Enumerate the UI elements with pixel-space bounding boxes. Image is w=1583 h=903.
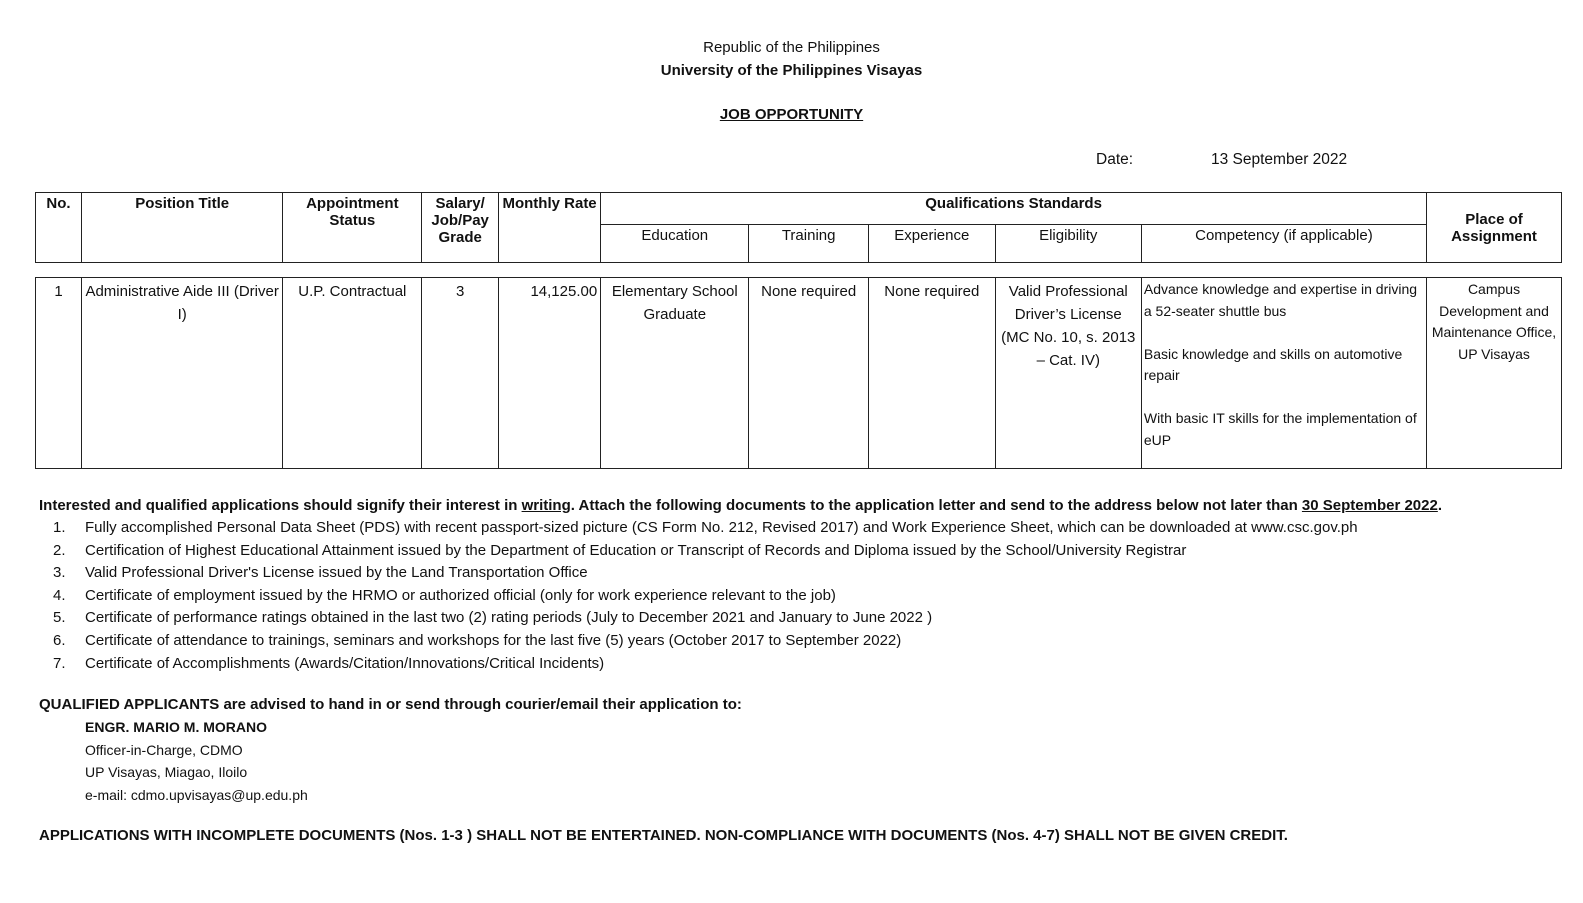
cell-position-title: Administrative Aide III (Driver I) (81, 278, 282, 469)
col-qualifications-standards: Qualifications Standards (601, 193, 1427, 225)
list-item (39, 517, 1358, 540)
item-number: 3. (53, 564, 66, 582)
contact-name: ENGR. MARIO M. MORANO (85, 719, 267, 735)
cell-no: 1 (36, 278, 82, 469)
competency-item: With basic IT skills for the implementation of eUP (1143, 410, 1417, 448)
intro-text-continued: . Attach the following documents to the application letter and send to the address below not later than (570, 497, 1302, 514)
cell-training: None required (749, 278, 869, 469)
date-label: Date: (1096, 151, 1134, 168)
cell-eligibility: Valid Professional Driver’s License (MC No. 10, s. 2013 – Cat. IV) (995, 278, 1141, 469)
col-place-of-assignment: Place of Assignment (1427, 193, 1562, 263)
item-number: 5. (53, 609, 66, 627)
republic-heading: Republic of the Philippines (703, 39, 880, 56)
col-training: Training (749, 225, 869, 263)
writing-emphasis: writing (521, 497, 571, 514)
competency-item: Basic knowledge and skills on automotive repair (1143, 345, 1403, 383)
contact-block (85, 716, 308, 806)
requirements-list (39, 517, 1358, 675)
list-item (39, 585, 1358, 608)
cell-appointment-status: U.P. Contractual (283, 278, 422, 469)
item-text: Certification of Highest Educational Attainment issued by the Department of Education or Transcript of Records and Diploma issued by the School/University Registrar (85, 541, 1187, 559)
item-text: Certificate of performance ratings obtained in the last two (2) rating periods (July to December 2021 and January to June 2022 ) (85, 609, 933, 627)
item-text: Fully accomplished Personal Data Sheet (PDS) with recent passport-sized picture (CS Form No. 212, Revised 2017) and Work Experience Sheet, which can be downloaded at www.csc.gov.ph (85, 519, 1358, 536)
deadline-date: 30 September 2022 (1301, 497, 1438, 514)
col-eligibility: Eligibility (995, 225, 1141, 263)
intro-text-end: . (1437, 497, 1443, 514)
list-item (39, 653, 1358, 676)
cell-salary-grade: 3 (422, 278, 499, 469)
list-item (39, 607, 1358, 630)
page-title: JOB OPPORTUNITY (719, 106, 864, 123)
table-row (36, 278, 1562, 469)
list-item (39, 562, 1358, 585)
col-no: No. (36, 193, 82, 263)
item-number: 4. (53, 586, 66, 604)
application-instructions (39, 497, 1569, 514)
qualified-applicants-notice: QUALIFIED APPLICANTS are advised to hand in or send through courier/email their application to: (39, 696, 742, 713)
item-number: 1. (53, 519, 66, 536)
col-education: Education (601, 225, 749, 263)
item-text: Certificate of attendance to trainings, seminars and workshops for the last five (5) years (October 2017 to September 2022) (85, 631, 902, 649)
list-item (39, 540, 1358, 563)
item-text: Valid Professional Driver's License issued by the Land Transportation Office (85, 564, 588, 582)
col-appointment-status: Appointment Status (283, 193, 422, 263)
item-number: 7. (53, 654, 66, 672)
contact-address: UP Visayas, Miagao, Iloilo (85, 764, 248, 780)
incomplete-documents-warning: APPLICATIONS WITH INCOMPLETE DOCUMENTS (Nos. 1-3 ) SHALL NOT BE ENTERTAINED. NON-COMPLIANCE WITH DOCUMENTS (Nos. 4-7) SHALL NOT BE GIVEN CREDIT. (39, 827, 1288, 844)
item-text: Certificate of Accomplishments (Awards/Citation/Innovations/Critical Incidents) (85, 654, 605, 672)
item-text: Certificate of employment issued by the HRMO or authorized official (only for work experience relevant to the job) (85, 586, 836, 604)
intro-text: Interested and qualified applications should signify their interest in (39, 497, 522, 514)
cell-experience: None required (868, 278, 995, 469)
contact-email: e-mail: cdmo.upvisayas@up.edu.ph (85, 786, 308, 803)
item-number: 6. (53, 631, 66, 649)
competency-item: Advance knowledge and expertise in driving a 52-seater shuttle bus (1143, 281, 1418, 319)
col-experience: Experience (868, 225, 995, 263)
list-item (39, 630, 1358, 653)
col-competency: Competency (if applicable) (1141, 225, 1426, 263)
col-position-title: Position Title (81, 193, 282, 263)
date-value: 13 September 2022 (1211, 151, 1348, 168)
cell-education: Elementary School Graduate (601, 278, 749, 469)
contact-office: Officer-in-Charge, CDMO (85, 741, 243, 758)
item-number: 2. (53, 541, 66, 559)
cell-competency (1141, 278, 1426, 469)
job-table-header (35, 192, 1562, 263)
university-heading: University of the Philippines Visayas (660, 62, 923, 79)
cell-place-of-assignment: Campus Development and Maintenance Office, UP Visayas (1427, 278, 1562, 469)
job-table-body (35, 277, 1562, 469)
col-monthly-rate: Monthly Rate (498, 193, 600, 263)
col-salary-grade: Salary/ Job/Pay Grade (422, 193, 499, 263)
cell-monthly-rate: 14,125.00 (498, 278, 600, 469)
